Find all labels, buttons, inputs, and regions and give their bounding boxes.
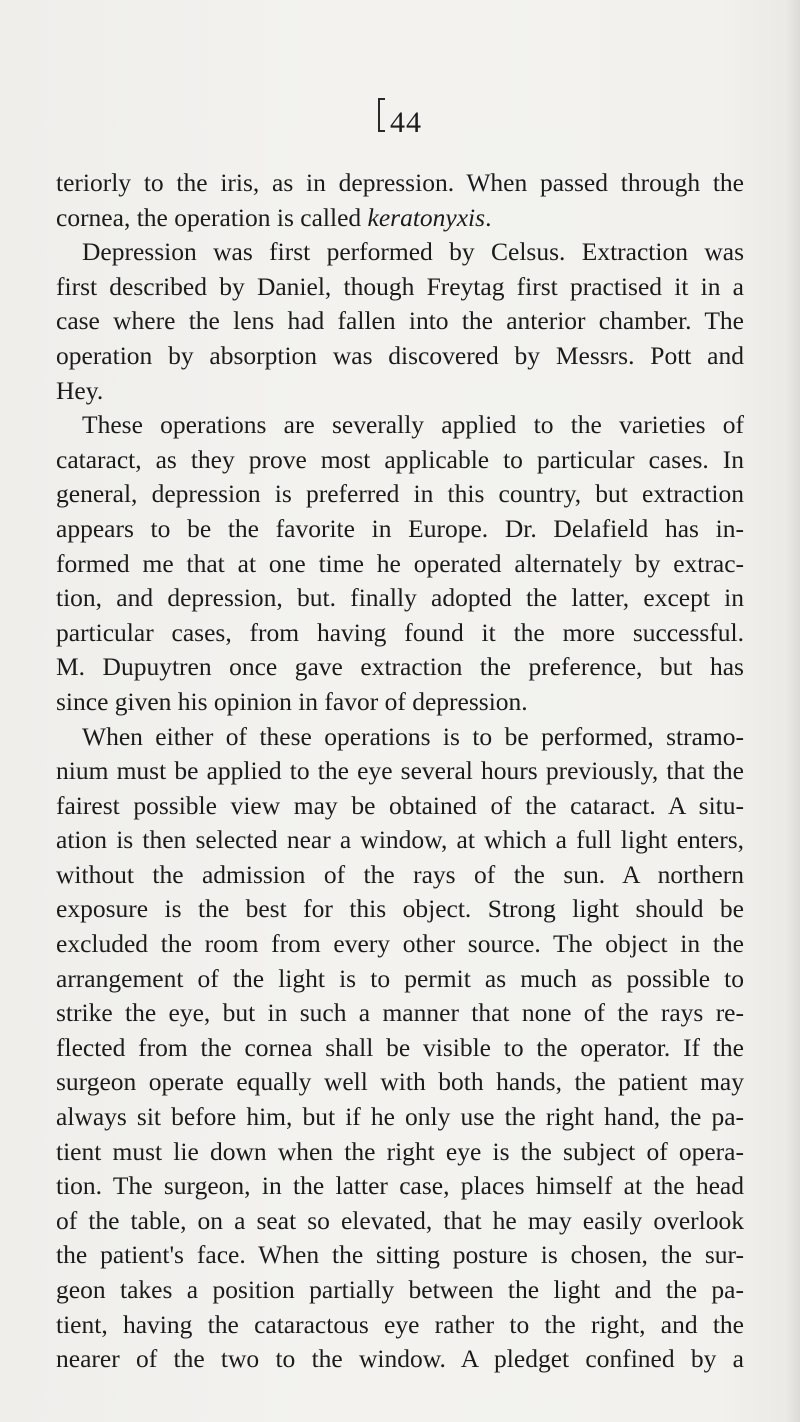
page-number-bracket bbox=[378, 98, 385, 132]
text-line: always sit before him, but if he only use the right hand, the pa- bbox=[56, 1102, 744, 1132]
text-line: the patient's face. When the sitting posture is chosen, the sur- bbox=[56, 1240, 744, 1270]
text-line: M. Dupuytren once gave extraction the preference, but has bbox=[56, 652, 744, 682]
text-line: excluded the room from every other source. The object in the bbox=[56, 929, 744, 959]
text-line: ation is then selected near a window, at which a full light enters, bbox=[56, 825, 744, 855]
text-line: strike the eye, but in such a manner that none of the rays re- bbox=[56, 998, 744, 1028]
text-line: surgeon operate equally well with both hands, the patient may bbox=[56, 1067, 744, 1097]
text-line: without the admission of the rays of the sun. A northern bbox=[56, 859, 744, 889]
text-line: operation by absorption was discovered by Messrs. Pott and bbox=[56, 340, 744, 370]
text-line: Depression was first performed by Celsus. Extraction was bbox=[82, 237, 744, 267]
page-edge-shadow bbox=[786, 0, 800, 1422]
text-line: Hey. bbox=[56, 375, 104, 405]
text-line: formed me that at one time he operated alternately by extrac- bbox=[56, 548, 744, 578]
text-segment: . bbox=[485, 202, 492, 232]
text-line: fairest possible view may be obtained of the cataract. A situ- bbox=[56, 790, 744, 820]
text-segment: cornea, the operation is called bbox=[56, 202, 368, 232]
text-line bbox=[56, 201, 744, 236]
text-line: since given his opinion in favor of depression. bbox=[56, 686, 528, 716]
text-line: particular cases, from having found it the more successful. bbox=[56, 617, 744, 647]
text-line: nium must be applied to the eye several hours previously, that the bbox=[56, 756, 744, 786]
text-line: These operations are severally applied to the varieties of bbox=[82, 410, 744, 440]
text-line: tion. The surgeon, in the latter case, places himself at the head bbox=[56, 1171, 744, 1201]
text-line: arrangement of the light is to permit as much as possible to bbox=[56, 963, 744, 993]
text-line: of the table, on a seat so elevated, that he may easily overlook bbox=[56, 1205, 744, 1235]
text-line: tion, and depression, but. finally adopted the latter, except in bbox=[56, 583, 744, 613]
text-line: exposure is the best for this object. Strong light should be bbox=[56, 894, 744, 924]
text-line: tient, having the cataractous eye rather to the right, and the bbox=[56, 1309, 744, 1339]
text-line: appears to be the favorite in Europe. Dr. Delafield has in- bbox=[56, 513, 744, 543]
text-line: When either of these operations is to be performed, stramo- bbox=[82, 721, 744, 751]
page-number: 44 bbox=[390, 106, 422, 139]
text-line: general, depression is preferred in this country, but extraction bbox=[56, 479, 744, 509]
text-line: teriorly to the iris, as in depression. When passed through the bbox=[56, 168, 744, 197]
text-line: cataract, as they prove most applicable to particular cases. In bbox=[56, 444, 744, 474]
body-text bbox=[56, 166, 744, 1377]
text-line: first described by Daniel, though Freytag first practised it in a bbox=[56, 271, 744, 301]
text-line: geon takes a position partially between the light and the pa- bbox=[56, 1275, 744, 1304]
italic-term: keratonyxis bbox=[367, 202, 486, 232]
text-line: flected from the cornea shall be visible to the operator. If the bbox=[56, 1032, 744, 1062]
text-line: tient must lie down when the right eye is the subject of opera- bbox=[56, 1136, 744, 1166]
text-line: nearer of the two to the window. A pledget confined by a bbox=[56, 1344, 744, 1374]
text-line: case where the lens had fallen into the anterior chamber. The bbox=[56, 306, 744, 336]
